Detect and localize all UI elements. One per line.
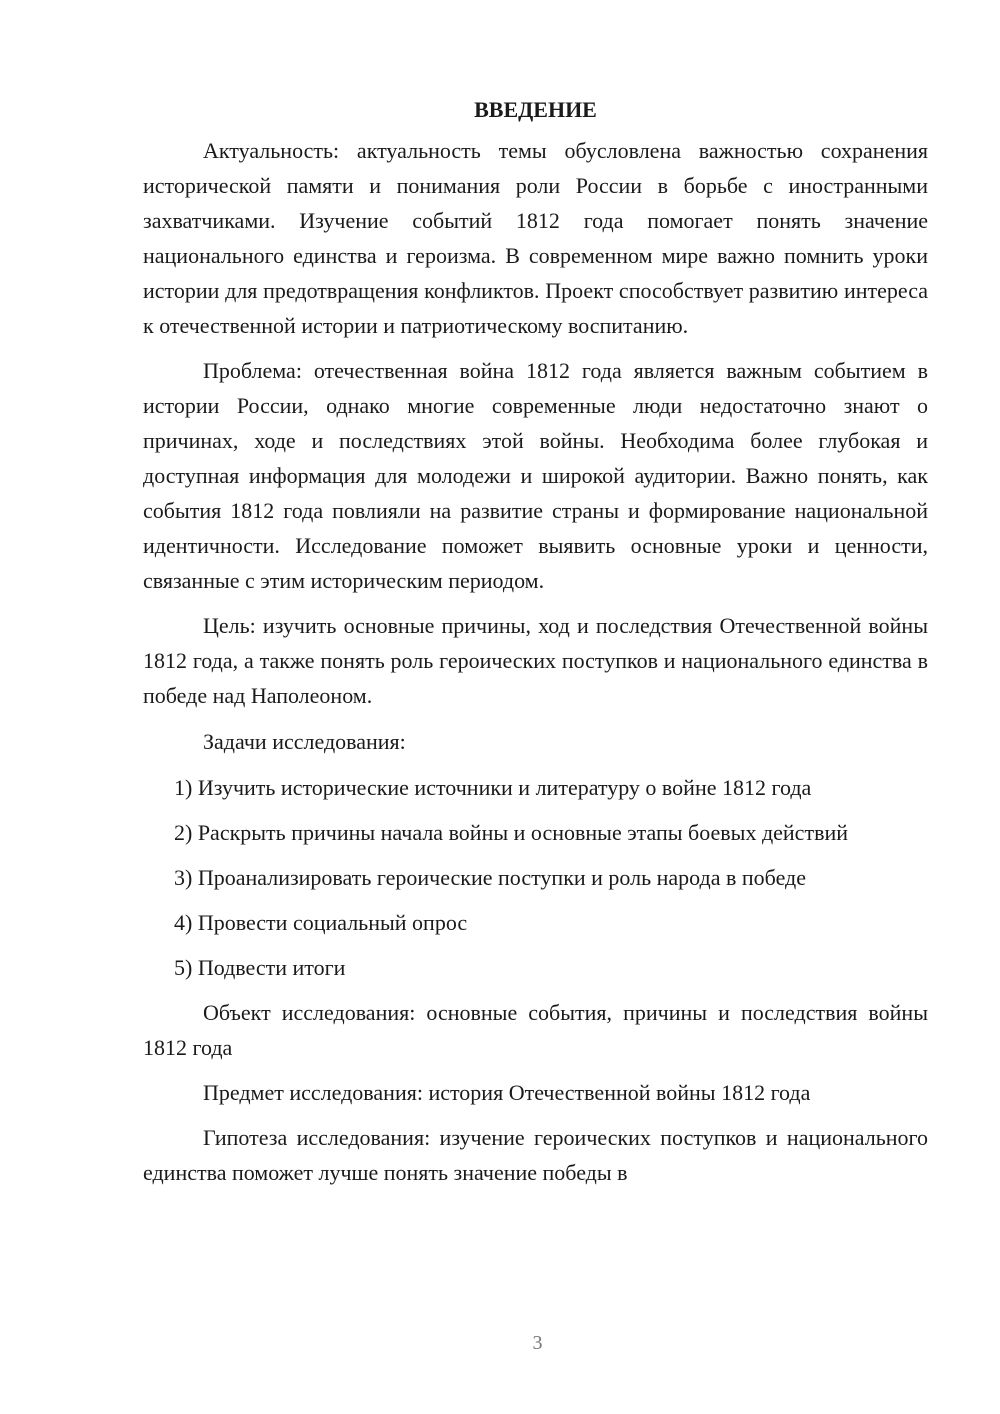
page-content [143,92,928,1190]
object-paragraph: Объект исследования: основные события, причины и последствия войны 1812 года [143,1000,928,1060]
subject-paragraph: Предмет исследования: история Отечественной войны 1812 года [203,1080,811,1105]
relevance-paragraph: Актуальность: актуальность темы обусловлена важностью сохранения исторической памяти и понимания роли России в борьбе с иностранными захватчиками. Изучение событий 1812 года помогает понять значение национального единства и героизма. В современном мире важно помнить уроки истории для предотвращения конфликтов. Проект способствует развитию интереса к отечественной истории и патриотическому воспитанию. [143,138,928,338]
goal-paragraph: Цель: изучить основные причины, ход и последствия Отечественной войны 1812 года, а также понять роль героических поступков и национального единства в победе над Наполеоном. [143,613,928,708]
section-title: ВВЕДЕНИЕ [474,97,597,122]
task-item: 3) Проанализировать героические поступки и роль народа в победе [174,865,807,890]
task-item: 4) Провести социальный опрос [174,910,468,935]
tasks-heading: Задачи исследования: [203,729,406,754]
task-item: 5) Подвести итоги [174,955,346,980]
page-number: 3 [532,1332,543,1354]
problem-paragraph: Проблема: отечественная война 1812 года является важным событием в истории России, однако многие современные люди недостаточно знают о причинах, ходе и последствиях этой войны. Необходима более глубокая и доступная информация для молодежи и широкой аудитории. Важно понять, как события 1812 года повлияли на развитие страны и формирование национальной идентичности. Исследование поможет выявить основные уроки и ценности, связанные с этим историческим периодом. [143,358,928,593]
task-item: 2) Раскрыть причины начала войны и основные этапы боевых действий [174,820,848,845]
hypothesis-paragraph: Гипотеза исследования: изучение героических поступков и национального единства поможет лучше понять значение победы в [143,1125,928,1185]
task-item: 1) Изучить исторические источники и литературу о войне 1812 года [174,775,812,800]
